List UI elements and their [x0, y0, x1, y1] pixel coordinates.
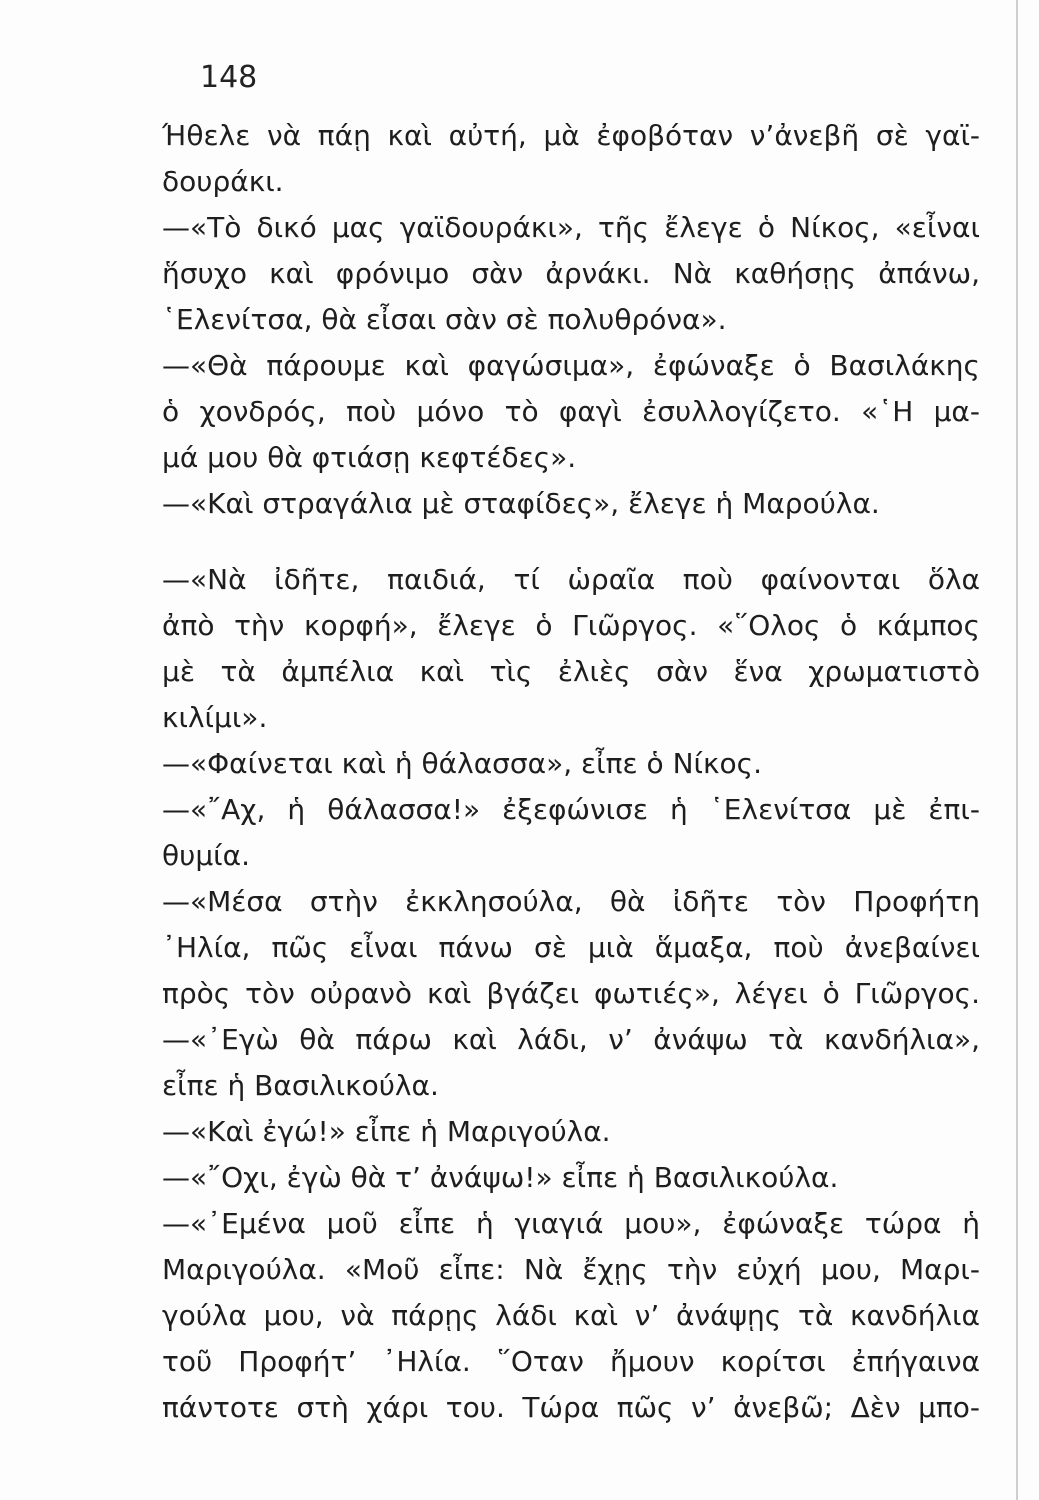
text-line: Μαριγούλα. «Μοῦ εἶπε: Νὰ ἔχῃς τὴν εὐχή μου, Μαρι-: [162, 1253, 980, 1286]
text-line: —«Φαίνεται καὶ ἡ θάλασσα», εἶπε ὁ Νίκος.: [162, 747, 762, 780]
text-line: ῾Ελενίτσα, θὰ εἶσαι σὰν σὲ πολυθρόνα».: [162, 303, 727, 336]
text-line: ὁ χονδρός, ποὺ μόνο τὸ φαγὶ ἐσυλλογίζετο. «῾Η μα-: [162, 395, 980, 428]
text-line: πάντοτε στὴ χάρι του. Τώρα πῶς ν’ ἀνεβῶ; Δὲν μπο-: [162, 1391, 980, 1424]
text-line: —«Θὰ πάρουμε καὶ φαγώσιμα», ἐφώναξε ὁ Βασιλάκης: [162, 349, 980, 382]
text-line: δουράκι.: [162, 165, 284, 198]
text-line: ἥσυχο καὶ φρόνιμο σὰν ἀρνάκι. Νὰ καθήσῃς ἀπάνω,: [162, 257, 980, 290]
text-line: ἀπὸ τὴν κορφή», ἔλεγε ὁ Γιῶργος. «῞Ολος ὁ κάμπος: [162, 609, 980, 642]
text-line: —«Νὰ ἰδῆτε, παιδιά, τί ὡραῖα ποὺ φαίνονται ὅλα: [162, 563, 980, 596]
text-line: —«Τὸ δικό μας γαϊδουράκι», τῆς ἔλεγε ὁ Νίκος, «εἶναι: [162, 211, 980, 244]
text-line: —«᾿Εμένα μοῦ εἶπε ἡ γιαγιά μου», ἐφώναξε τώρα ἡ: [162, 1207, 980, 1240]
text-line: —«Καὶ στραγάλια μὲ σταφίδες», ἔλεγε ἡ Μαρούλα.: [162, 487, 880, 520]
text-line: ᾿Ηλία, πῶς εἶναι πάνω σὲ μιὰ ἅμαξα, ποὺ ἀνεβαίνει: [162, 931, 980, 964]
text-line: εἶπε ἡ Βασιλικούλα.: [162, 1069, 439, 1102]
text-line: —«Καὶ ἐγώ!» εἶπε ἡ Μαριγούλα.: [162, 1115, 611, 1148]
text-line: μὲ τὰ ἀμπέλια καὶ τὶς ἐλιὲς σὰν ἕνα χρωματιστὸ: [162, 655, 980, 688]
text-line: μά μου θὰ φτιάσῃ κεφτέδες».: [162, 441, 577, 474]
text-line: θυμία.: [162, 839, 250, 872]
text-line: Ήθελε νὰ πάῃ καὶ αὐτή, μὰ ἐφοβόταν ν’ἀνεβῆ σὲ γαϊ-: [162, 119, 980, 152]
text-line: —«Μέσα στὴν ἐκκλησούλα, θὰ ἰδῆτε τὸν Προφήτη: [162, 885, 980, 918]
page-edge-divider: [1016, 0, 1018, 1500]
text-line: γούλα μου, νὰ πάρῃς λάδι καὶ ν’ ἀνάψῃς τὰ κανδήλια: [162, 1299, 980, 1332]
text-line: —«᾿Εγὼ θὰ πάρω καὶ λάδι, ν’ ἀνάψω τὰ κανδήλια»,: [162, 1023, 980, 1056]
text-line: —«῎Αχ, ἡ θάλασσα!» ἐξεφώνισε ἡ ῾Ελενίτσα μὲ ἐπι-: [162, 793, 980, 826]
text-line: τοῦ Προφήτ’ ᾿Ηλία. ῞Οταν ἤμουν κορίτσι ἐπήγαινα: [162, 1345, 980, 1378]
text-line: —«῎Οχι, ἐγὼ θὰ τ’ ἀνάψω!» εἶπε ἡ Βασιλικούλα.: [162, 1161, 839, 1194]
text-line: πρὸς τὸν οὐρανὸ καὶ βγάζει φωτιές», λέγει ὁ Γιῶργος.: [162, 977, 980, 1010]
text-line: κιλίμι».: [162, 701, 268, 734]
page-number: 148: [200, 60, 258, 95]
